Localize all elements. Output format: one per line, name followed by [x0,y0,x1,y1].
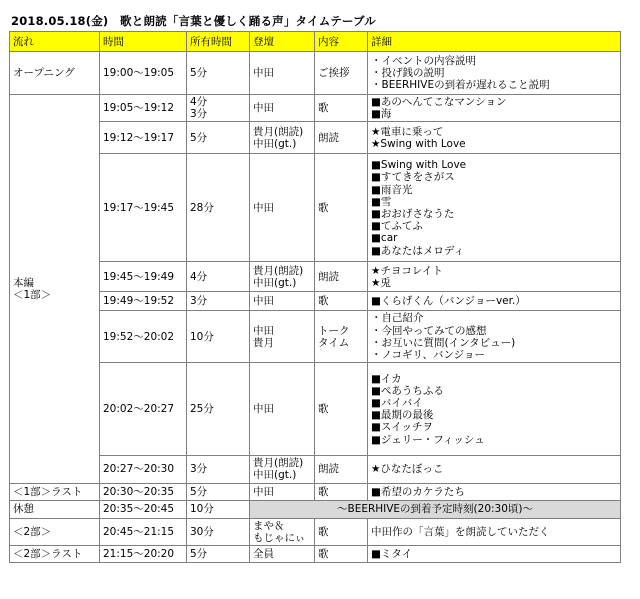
duration-cell [187,95,250,122]
duration-cell [187,154,250,262]
content-cell-line: 朗読 [318,270,339,283]
section-cell: ＜2部＞ [10,518,100,545]
details-cell [368,52,621,95]
table-row [10,500,621,518]
title-row [9,4,620,33]
performer-cell [250,95,315,122]
details-cell-line: ■すてきをさがス [371,171,455,184]
table-row [10,122,621,154]
performer-cell-line: 中田 [253,485,274,498]
performer-cell-line: 貴月(朗読) [253,457,304,470]
content-cell-line: 歌 [318,485,329,498]
details-cell [368,483,621,500]
performer-cell-line: 中田 [253,66,274,79]
duration-cell [187,262,250,292]
details-cell [368,122,621,154]
content-cell-line: ご挨拶 [318,66,350,79]
duration-cell-line: 10分 [190,330,214,343]
time-cell: 20:30～20:35 [100,483,187,500]
duration-cell [187,546,250,563]
details-cell-line: ・ノコギリ、バンジョー [371,349,485,362]
details-cell [368,456,621,483]
duration-cell-line: 3分 [190,463,208,476]
section-cell-line: ＜1部＞ [13,288,52,301]
content-cell-line: 朗読 [318,463,339,476]
time-cell: 19:17～19:45 [100,154,187,262]
details-cell-line: ■最期の最後 [371,409,434,422]
duration-cell-line: 30分 [190,525,214,538]
details-cell-line: ■Swing with Love [371,159,467,172]
duration-cell [187,311,250,363]
timetable [9,31,621,563]
table-row [10,154,621,262]
performer-cell [250,154,315,262]
details-cell-line: 中田作の「言葉」を朗読していただく [371,525,550,538]
duration-cell-line: 5分 [190,66,208,79]
content-cell-line: 朗読 [318,131,339,144]
time-cell: 20:35～20:45 [100,500,187,518]
performer-cell-line: 中田(gt.) [253,137,297,150]
content-cell [315,311,368,363]
duration-cell-line: 28分 [190,201,214,214]
details-cell-line: ■てふてふ [371,220,423,233]
duration-cell-line: 4分 [190,96,208,108]
performer-cell [250,311,315,363]
section-cell-line: 本編 [13,276,34,289]
table-row [10,292,621,311]
details-cell [368,95,621,122]
duration-cell [187,483,250,500]
details-cell-line: ■イカ [371,372,402,385]
content-cell [315,122,368,154]
time-cell: 20:45～21:15 [100,518,187,545]
duration-cell [187,363,250,456]
time-cell: 19:45～19:49 [100,262,187,292]
details-cell-line: ■雪 [371,195,392,208]
section-cell: オープニング [10,52,100,95]
duration-cell [187,52,250,95]
details-cell-line: ■ミタイ [371,547,413,560]
duration-cell-line: 3分 [190,295,208,308]
content-cell-line: 歌 [318,525,329,538]
details-cell [368,292,621,311]
content-cell-line: 歌 [318,403,329,416]
details-cell-line: ■ジェリー・フィッシュ [371,433,485,446]
table-row [10,483,621,500]
content-cell-line: 歌 [318,201,329,214]
performer-cell [250,262,315,292]
duration-cell-line: 10分 [190,503,214,516]
section-cell [10,95,100,484]
performer-cell-line: 貴月(朗読) [253,264,304,277]
table-row [10,262,621,292]
performer-cell-line: 中田 [253,324,274,337]
section-cell: 休憩 [10,500,100,518]
content-cell-line: 歌 [318,102,329,115]
time-cell: 19:52～20:02 [100,311,187,363]
content-cell-line: 歌 [318,547,329,560]
performer-cell [250,363,315,456]
duration-cell [187,456,250,483]
duration-cell [187,500,250,518]
duration-cell-line: 3分 [190,108,208,121]
details-cell-line: ★チヨコレイト [371,264,443,277]
details-cell-line: ★ひなたぼっこ [371,463,444,476]
duration-cell [187,518,250,545]
performer-cell [250,518,315,545]
details-cell-line: ■あのへんてこなマンション [371,96,507,108]
performer-cell [250,456,315,483]
header-cell: 登壇 [250,32,315,52]
time-cell: 20:02～20:27 [100,363,187,456]
table-row [10,52,621,95]
header-cell: 流れ [10,32,100,52]
content-cell [315,518,368,545]
table-row [10,363,621,456]
performer-cell-line: 中田 [253,201,274,214]
header-cell: 時間 [100,32,187,52]
section-cell: ＜2部＞ラスト [10,546,100,563]
performer-cell-line: 中田(gt.) [253,276,297,289]
details-cell-line: ・BEERHIVEの到着が遅れること説明 [371,79,550,92]
table-row [10,311,621,363]
duration-cell-line: 5分 [190,547,208,560]
time-cell: 19:05～19:12 [100,95,187,122]
table-row [10,95,621,122]
section-cell: ＜1部＞ラスト [10,483,100,500]
details-cell [368,311,621,363]
details-cell-line: ■くらげくん（バンジョーver.） [371,295,526,308]
details-cell [368,546,621,563]
content-cell-line: トーク [318,324,350,337]
break-note-cell: ～BEERHIVEの到着予定時刻(20:30頃)～ [250,500,621,518]
content-cell [315,95,368,122]
duration-cell [187,122,250,154]
content-cell-line: タイム [318,336,350,349]
details-cell-line: ・投げ銭の説明 [371,66,445,79]
performer-cell-line: 中田 [253,295,274,308]
performer-cell [250,122,315,154]
time-cell: 19:12～19:17 [100,122,187,154]
header-cell: 詳細 [368,32,621,52]
details-cell [368,518,621,545]
performer-cell [250,292,315,311]
details-cell-line: ★電車に乗って [371,125,444,138]
header-cell: 所有時間 [187,32,250,52]
details-cell-line: ・今回やってみての感想 [371,324,487,337]
details-cell-line: ・イベントの内容説明 [371,54,476,67]
content-cell [315,52,368,95]
details-cell-line: ■バイバイ [371,397,423,410]
performer-cell-line: 貴月 [253,336,274,349]
content-cell [315,363,368,456]
details-cell-line: ★Swing with Love [371,137,466,150]
details-cell-line: ■おおげさなうた [371,207,455,220]
details-cell-line: ・自己紹介 [371,312,424,325]
details-cell [368,262,621,292]
header-cell: 内容 [315,32,368,52]
table-row [10,546,621,563]
duration-cell-line: 5分 [190,485,208,498]
duration-cell [187,292,250,311]
details-cell-line: ■希望のカケラたち [371,485,465,498]
performer-cell-line: 中田 [253,102,274,115]
details-cell-line: ■海 [371,108,392,121]
performer-cell-line: 中田 [253,403,274,416]
content-cell [315,262,368,292]
time-cell: 19:49～19:52 [100,292,187,311]
details-cell [368,363,621,456]
content-cell [315,483,368,500]
table-row [10,518,621,545]
duration-cell-line: 25分 [190,403,214,416]
time-cell: 20:27～20:30 [100,456,187,483]
content-cell [315,154,368,262]
performer-cell [250,546,315,563]
performer-cell-line: 中田(gt.) [253,469,297,482]
details-cell-line: ・お互いに質問(インタビュー) [371,336,516,349]
content-cell [315,292,368,311]
details-cell [368,154,621,262]
details-cell-line: ■スイッチヲ [371,421,434,434]
duration-cell-line: 4分 [190,270,208,283]
performer-cell [250,483,315,500]
header-row [10,32,621,52]
details-cell-line: ★兎 [371,276,391,289]
details-cell-line: ■あなたはメロディ [371,244,465,257]
time-cell: 21:15～20:20 [100,546,187,563]
page-title: 2018.05.18(金) 歌と朗読「言葉と優しく踊る声」タイムテーブル [11,14,376,28]
content-cell [315,456,368,483]
content-cell [315,546,368,563]
performer-cell [250,52,315,95]
duration-cell-line: 5分 [190,131,208,144]
details-cell-line: ■car [371,232,398,245]
performer-cell-line: 貴月(朗読) [253,125,304,138]
performer-cell-line: 全員 [253,547,274,560]
details-cell-line: ■雨音光 [371,183,413,196]
content-cell-line: 歌 [318,295,329,308]
details-cell-line: ■ぺあうちふる [371,384,444,397]
performer-cell-line: もじゃにぃ [253,531,306,544]
time-cell: 19:00～19:05 [100,52,187,95]
table-row [10,456,621,483]
performer-cell-line: まや＆ [253,519,285,532]
